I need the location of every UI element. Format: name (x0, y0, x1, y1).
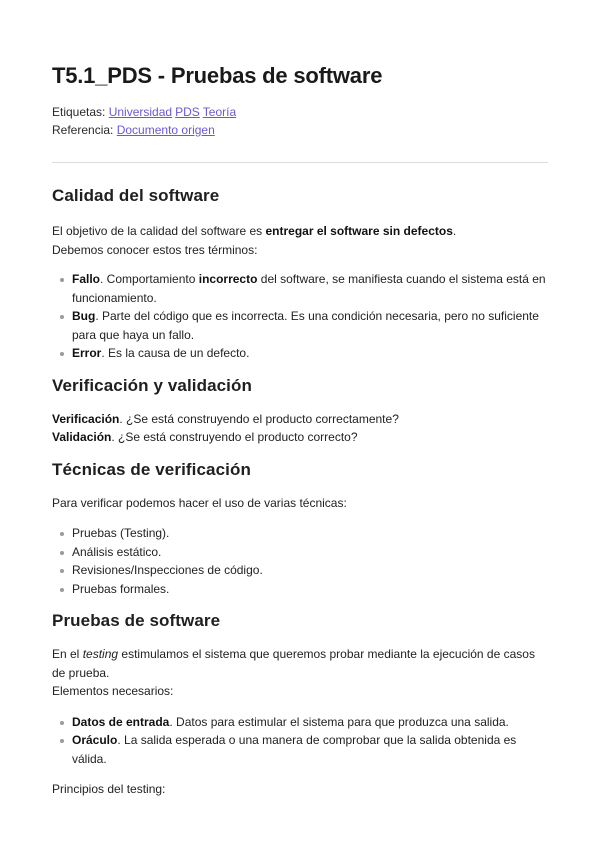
list-item: Fallo. Comportamiento incorrecto del software, se manifiesta cuando el sistema está en funcionamiento. (72, 270, 548, 307)
paragraph-tecnicas-intro: Para verificar podemos hacer el uso de varias técnicas: (52, 495, 347, 510)
paragraph-testing: En el testing estimulamos el sistema que queremos probar mediante la ejecución de casos de prueba. (52, 647, 535, 680)
paragraph-validacion: Validación. ¿Se está construyendo el producto correcto? (52, 430, 358, 444)
tags-row (52, 103, 239, 121)
paragraph-principios: Principios del testing: (52, 782, 166, 796)
heading-tecnicas: Técnicas de verificación (52, 459, 251, 479)
elements-list (52, 713, 548, 769)
divider (52, 162, 548, 163)
heading-verificacion-validacion: Verificación y validación (52, 375, 252, 395)
page-metadata (52, 103, 239, 139)
list-item: Pruebas (Testing). (72, 524, 548, 543)
list-item: Análisis estático. (72, 543, 548, 562)
tags-label: Etiquetas: (52, 105, 106, 119)
terms-list (52, 270, 548, 363)
list-item: Oráculo. La salida esperada o una manera de comprobar que la salida obtenida es válida. (72, 731, 548, 768)
heading-calidad: Calidad del software (52, 186, 220, 205)
paragraph-verificacion: Verificación. ¿Se está construyendo el producto correctamente? (52, 411, 399, 426)
tag-link-pds[interactable]: PDS (175, 105, 200, 119)
list-item: Revisiones/Inspecciones de código. (72, 561, 548, 580)
page-title: T5.1_PDS - Pruebas de software (52, 63, 383, 88)
list-item: Datos de entrada. Datos para estimular el sistema para que produzca una salida. (72, 713, 548, 732)
paragraph-elementos: Elementos necesarios: (52, 684, 174, 698)
list-item: Bug. Parte del código que es incorrecta. Es una condición necesaria, pero no suficiente para que haya un fallo. (72, 307, 548, 344)
reference-link[interactable]: Documento origen (116, 123, 215, 137)
paragraph-terminos: Debemos conocer estos tres términos: (52, 242, 258, 257)
heading-pruebas: Pruebas de software (52, 611, 221, 630)
list-item: Pruebas formales. (72, 580, 548, 599)
paragraph-objetivo: El objetivo de la calidad del software es entregar el software sin defectos. (52, 224, 457, 238)
tag-link-teoria[interactable]: Teoría (202, 105, 237, 119)
reference-label: Referencia: (52, 123, 114, 137)
list-item: Error. Es la causa de un defecto. (72, 344, 548, 363)
tag-link-universidad[interactable]: Universidad (108, 105, 173, 119)
reference-row (52, 121, 239, 139)
techniques-list (52, 524, 548, 598)
document-body (52, 186, 548, 799)
